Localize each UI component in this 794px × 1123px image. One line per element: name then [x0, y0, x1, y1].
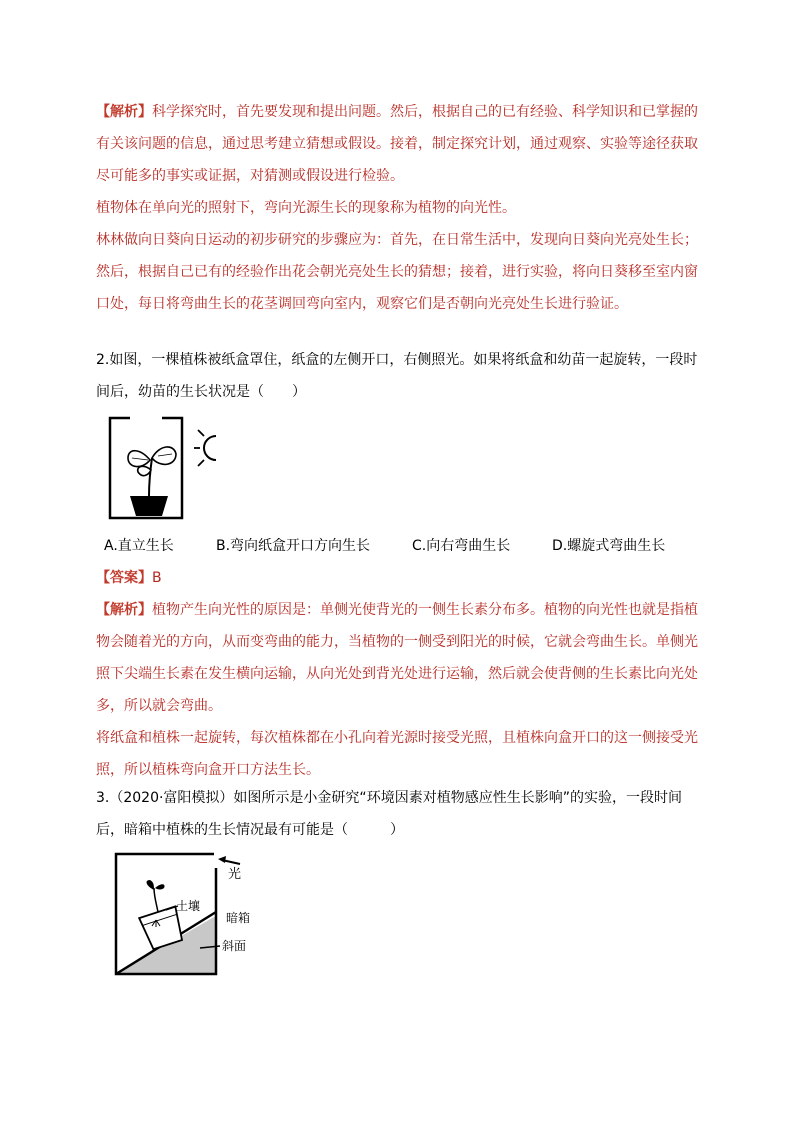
analysis-line: 多，所以就会弯曲。 [96, 698, 222, 714]
label-dark-box: 暗箱 [226, 911, 251, 925]
analysis-line: 照下尖端生长素在发生横向运输，从向光处到背光处进行运输，然后就会使背侧的生长素比向光处 [96, 666, 698, 682]
analysis-line: 林林做向日葵向日运动的初步研究的步骤应为：首先，在日常生活中，发现向日葵向光亮处生长； [96, 232, 698, 248]
analysis-mark: 【解析】 [96, 104, 152, 120]
plant-box-figure [100, 414, 230, 526]
label-light: 光 [228, 867, 242, 882]
analysis-line: 然后，根据自己已有的经验作出花会朝光亮处生长的猜想；接着，进行实验，将向日葵移至室内窗 [96, 264, 698, 280]
answer-block [96, 562, 696, 786]
option-c: C.向右弯曲生长 [412, 538, 511, 554]
label-slope: 斜面 [222, 939, 247, 953]
label-soil: 土壤 [176, 899, 201, 913]
option-d: D.螺旋式弯曲生长 [552, 538, 666, 554]
option-b: B.弯向纸盒开口方向生长 [216, 538, 371, 554]
dark-box-figure [110, 850, 320, 980]
analysis-line: 照，所以植株弯向盒开口方法生长。 [96, 762, 320, 778]
analysis-line: 有关该问题的信息，通过思考建立猜想或假设。接着，制定探究计划，通过观察、实验等途径获取 [96, 136, 698, 152]
question-3-stem [96, 782, 696, 846]
question-line: 间后，幼苗的生长状况是（ ） [96, 384, 306, 400]
analysis-mark: 【解析】 [96, 602, 152, 618]
analysis-line: 物会随着光的方向，从而变弯曲的能力，当植物的一侧受到阳光的时候，它就会弯曲生长。单侧光 [96, 634, 698, 650]
question-2-stem [96, 344, 696, 408]
analysis-block-1 [96, 96, 696, 320]
question-line: 2.如图，一棵植株被纸盒罩住，纸盒的左侧开口，右侧照光。如果将纸盒和幼苗一起旋转，一段时 [96, 352, 698, 368]
analysis-line: 植物体在单向光的照射下，弯向光源生长的现象称为植物的向光性。 [96, 200, 516, 216]
question-line: 后，暗箱中植株的生长情况最有可能是（ ） [96, 822, 404, 838]
option-a: A.直立生长 [104, 538, 174, 554]
analysis-line: 【解析】科学探究时，首先要发现和提出问题。然后，根据自己的已有经验、科学知识和已掌握的 [96, 104, 698, 120]
answer-line [96, 562, 696, 594]
question-line: 3.（2020·富阳模拟）如图所示是小金研究“环境因素对植物感应性生长影响”的实验，一段时间 [96, 790, 682, 806]
analysis-line: 将纸盒和植株一起旋转，每次植株都在小孔向着光源时接受光照，且植株向盒开口的这一侧接受光 [96, 730, 698, 746]
answer-value: B [152, 570, 162, 586]
answer-mark: 【答案】 [96, 570, 152, 586]
analysis-line: 【解析】植物产生向光性的原因是：单侧光使背光的一侧生长素分布多。植物的向光性也就是指植 [96, 602, 698, 618]
analysis-line: 尽可能多的事实或证据，对猜测或假设进行检验。 [96, 168, 404, 184]
analysis-line: 口处，每日将弯曲生长的花茎调回弯向室内，观察它们是否朝向光亮处生长进行验证。 [96, 296, 628, 312]
